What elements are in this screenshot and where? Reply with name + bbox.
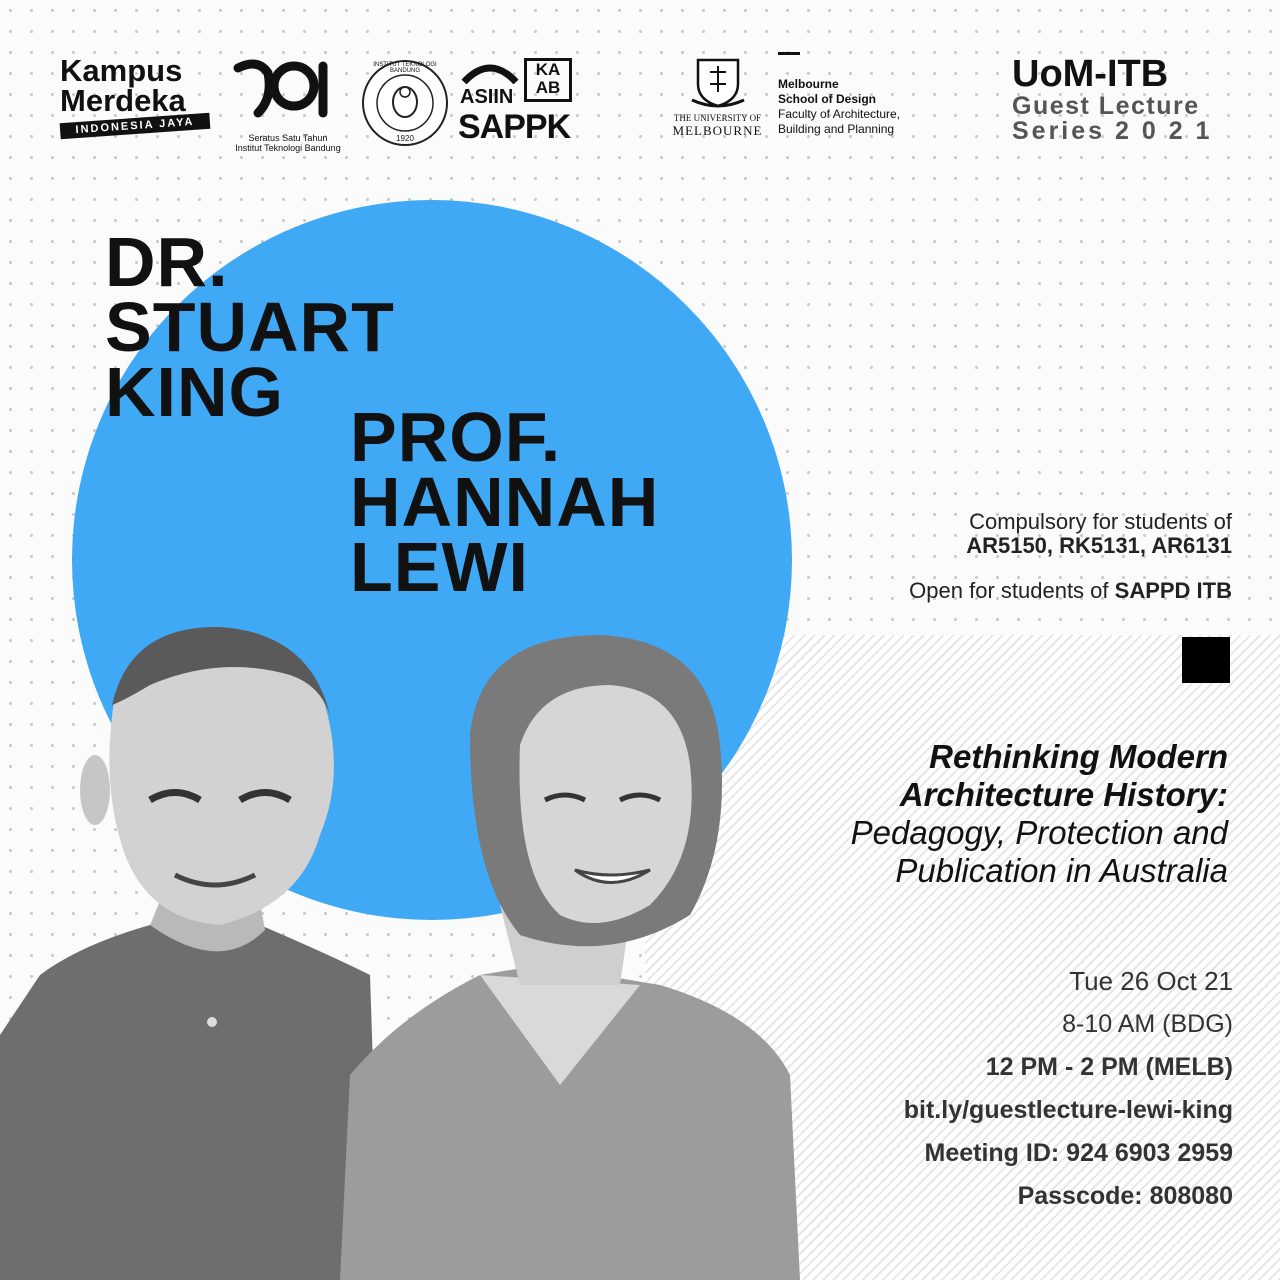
- itb-centennial-logo: [228, 58, 353, 153]
- msd-line4: Building and Planning: [778, 122, 895, 136]
- talk-title-block: [700, 738, 1228, 890]
- open-line: [780, 578, 1232, 604]
- open-group: SAPPD ITB: [1114, 578, 1232, 603]
- event-time-melb: 12 PM - 2 PM (MELB): [985, 1053, 1233, 1081]
- kaab-bottom: AB: [535, 78, 561, 97]
- stuart-king-photo: [0, 627, 380, 1280]
- asiin-sappk-logo: [458, 56, 583, 151]
- sappk-text: SAPPK: [458, 108, 571, 146]
- melbourne-line2: MELBOURNE: [672, 123, 763, 138]
- centennial-line2: Institut Teknologi Bandung: [235, 143, 341, 153]
- speaker-photos: [0, 615, 800, 1280]
- melbourne-line1: THE UNIVERSITY OF: [673, 113, 762, 123]
- talk-title-line1: Rethinking Modern: [929, 738, 1228, 775]
- speaker2-title: PROF.: [350, 398, 562, 476]
- speaker1-title: DR.: [105, 223, 229, 301]
- msd-logo: [778, 52, 948, 137]
- event-link[interactable]: bit.ly/guestlecture-lewi-king: [903, 1096, 1233, 1124]
- msd-line2: School of Design: [778, 92, 877, 106]
- asiin-arc-icon: [460, 62, 520, 84]
- msd-dash: [778, 52, 800, 55]
- series-title: UoM-ITB: [1012, 53, 1169, 95]
- itb-seal-year: 1920: [396, 134, 414, 143]
- event-meeting-id: Meeting ID: 924 6903 2959: [924, 1139, 1233, 1167]
- event-date: Tue 26 Oct 21: [1069, 966, 1233, 996]
- kampus-line1: Kampus: [60, 53, 183, 88]
- speaker2-first-name: HANNAH: [350, 463, 660, 541]
- hannah-lewi-photo: [340, 635, 800, 1280]
- melbourne-crest-icon: [688, 56, 748, 108]
- speaker2-last-name: LEWI: [350, 528, 529, 606]
- course-codes: AR5150, RK5131, AR6131: [966, 533, 1232, 558]
- kampus-line2: Merdeka: [60, 83, 186, 118]
- speaker-name-king: [105, 223, 395, 431]
- kampus-merdeka-logo: [60, 53, 220, 146]
- talk-subtitle-line1: Pedagogy, Protection and: [850, 814, 1228, 851]
- event-passcode: Passcode: 808080: [1017, 1182, 1233, 1210]
- centennial-line1: Seratus Satu Tahun: [248, 133, 328, 143]
- open-label: Open for students of: [909, 578, 1109, 603]
- itb-seal: [360, 58, 450, 148]
- kampus-banner: INDONESIA JAYA: [60, 113, 211, 139]
- msd-line1: Melbourne: [778, 77, 839, 91]
- series-block: [1012, 54, 1222, 144]
- series-line2: Guest Lecture: [1012, 92, 1200, 120]
- event-details: [780, 960, 1233, 1218]
- talk-subtitle-line2: Publication in Australia: [895, 852, 1228, 889]
- centennial-101-icon: [228, 58, 348, 118]
- kaab-box: [524, 58, 572, 102]
- speaker1-last-name: KING: [105, 353, 284, 431]
- msd-line3: Faculty of Architecture,: [778, 107, 901, 121]
- speaker1-first-name: STUART: [105, 288, 395, 366]
- melbourne-university-logo: [670, 56, 765, 151]
- itb-seal-ring-text: INSTITUT TEKNOLOGI BANDUNG: [373, 62, 437, 74]
- event-time-bdg: 8-10 AM (BDG): [1062, 1010, 1233, 1038]
- audience-block: [780, 510, 1232, 604]
- speaker-name-lewi: [350, 398, 660, 606]
- asiin-text: ASIIN: [460, 86, 514, 108]
- series-line3: Series 2 0 2 1: [1012, 117, 1213, 145]
- compulsory-label: Compulsory for students of: [969, 509, 1232, 534]
- talk-title-line2: Architecture History:: [899, 776, 1228, 813]
- black-square: [1182, 637, 1230, 683]
- kaab-top: KA: [535, 60, 561, 79]
